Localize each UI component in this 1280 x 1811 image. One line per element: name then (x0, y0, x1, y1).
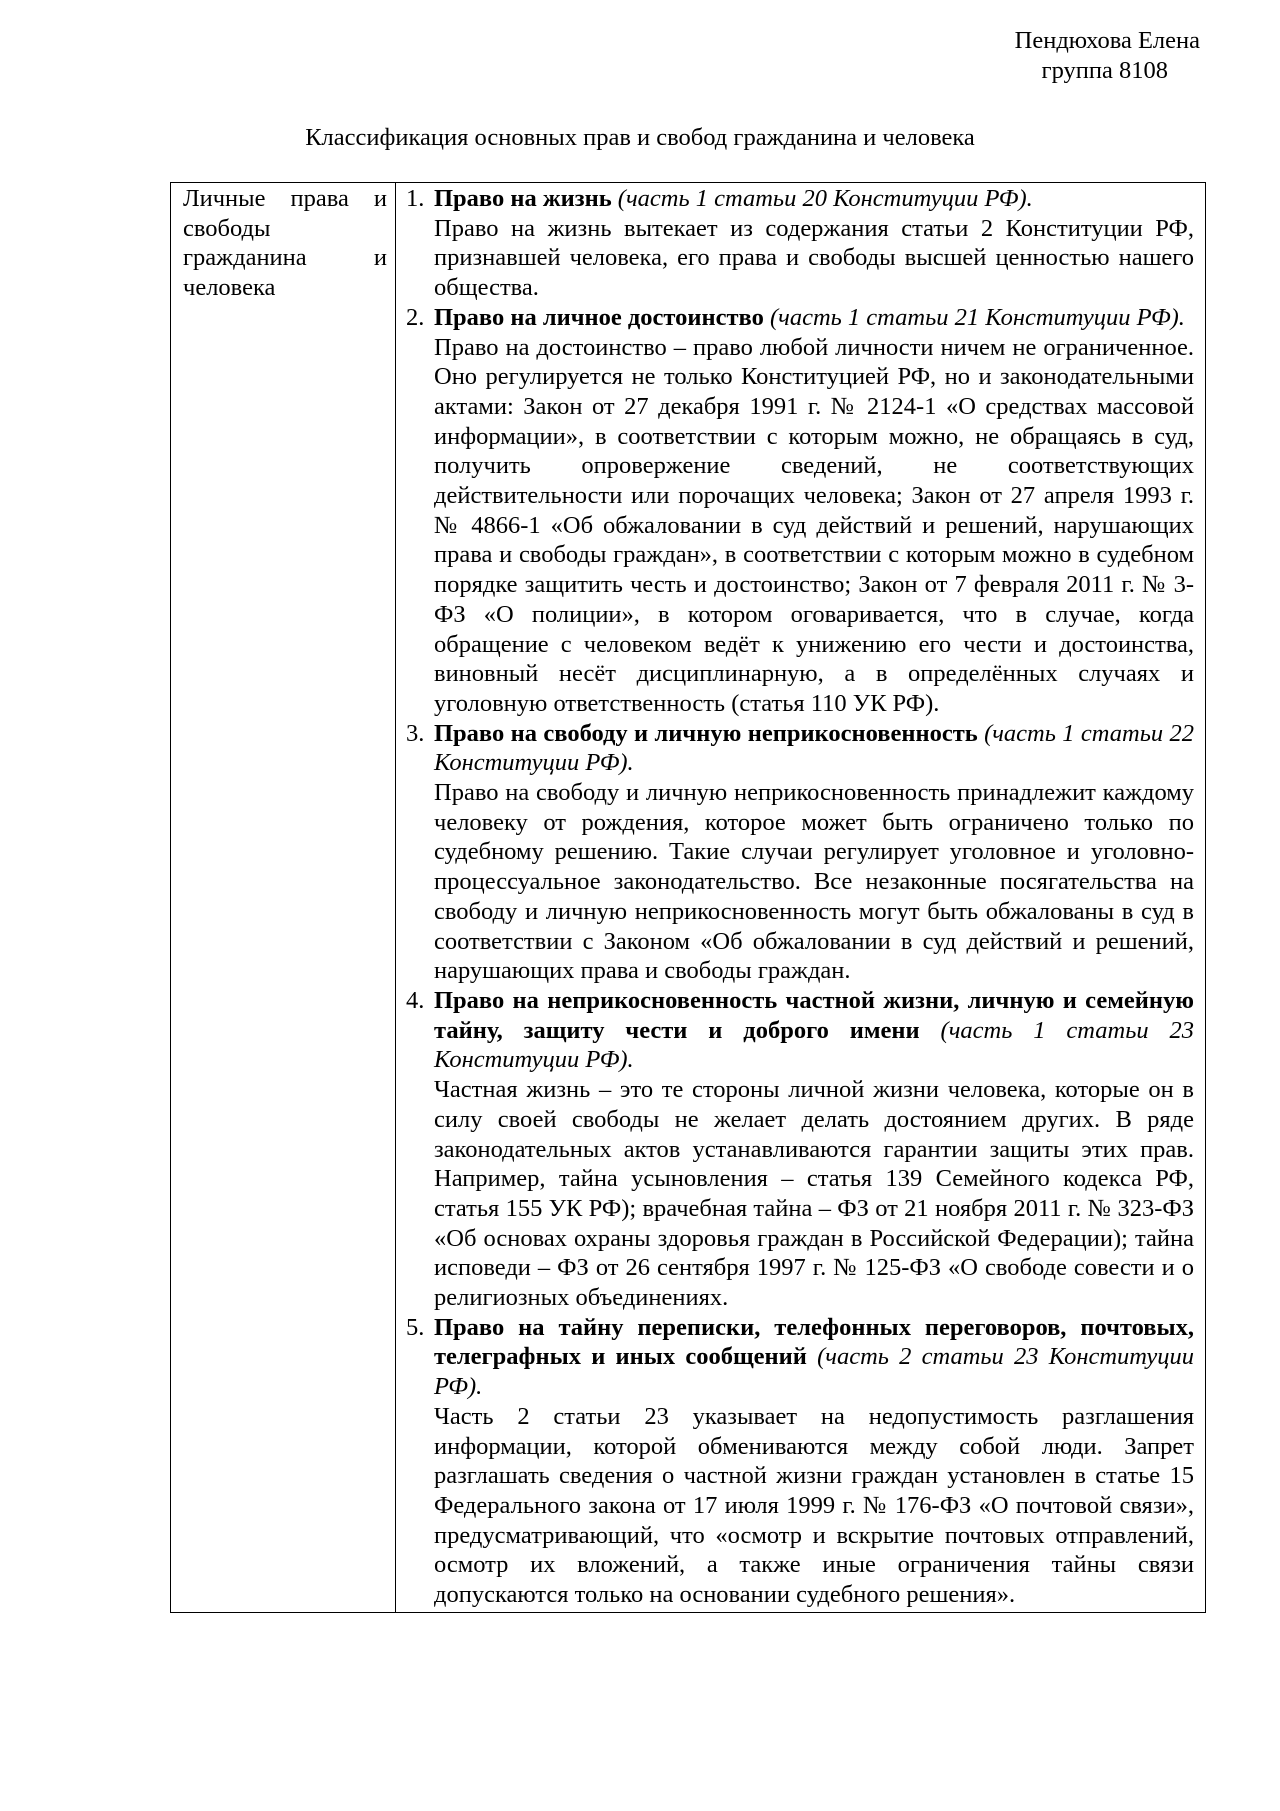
item-text: Частная жизнь – это те стороны личной жизни человека, которые он в силу своей свободы не желает делать достоянием других. В ряде законодательных актов устанавливаются гарантии защиты этих прав. Например, тайна усыновления – статья 139 Семейного кодекса РФ, статья 155 УК РФ); врачебная тайна – ФЗ от 21 ноября 2011 г. № 323-ФЗ «Об основах охраны здоровья граждан в Российской Федерации); тайна исповеди – ФЗ от 26 сентября 1997 г. № 125-ФЗ «О свободе совести и о религиозных объединениях. (434, 1076, 1194, 1312)
author-group: группа 8108 (1041, 57, 1168, 84)
author-name: Пендюхова Елена (1014, 27, 1200, 54)
item-text: Часть 2 статьи 23 указывает на недопустимость разглашения информации, которой обмениваются между собой люди. Запрет разглашать сведения о частной жизни граждан установлен в статье 15 Федерального закона от 17 июля 1999 г. № 176-ФЗ «О почтовой связи», предусматривающий, что «осмотр и вскрытие почтовых отправлений, осмотр их вложений, а также иные ограничения тайны связи допускаются только на основании судебного решения». (434, 1402, 1194, 1609)
item-heading (406, 719, 1194, 778)
item-number: 2. (406, 303, 425, 331)
item-number: 1. (406, 185, 425, 212)
category-cell: Личные права и свободы гражданина и человека (171, 183, 396, 1613)
document-title: Классификация основных прав и свобод гражданина и человека (305, 124, 975, 151)
right-source: (часть 1 статьи 20 Конституции РФ). (617, 185, 1033, 212)
right-name: Право на тайну переписки, телефонных переговоров, почтовых, телеграфных и иных сообщений (434, 1313, 1194, 1371)
right-source: (часть 1 статьи 21 Конституции РФ). (769, 303, 1185, 331)
rights-cell (396, 183, 1206, 1613)
item-text: Право на достоинство – право любой личности ничем не ограниченное. Оно регулируется не только Конституцией РФ, но и законодательными актами: Закон от 27 декабря 1991 г. № 2124-1 «О средствах массовой информации», в соответствии с которым можно, не обращаясь в суд, получить опровержение сведений, не соответствующих действительности или порочащих человека; Закон от 27 апреля 1993 г. № 4866-1 «Об обжаловании в суд действий и решений, нарушающих права и свободы граждан», в соответствии с которым можно в судебном порядке защитить честь и достоинство; Закон от 7 февраля 2011 г. № 3-ФЗ «О полиции», в котором оговаривается, что в случае, когда обращение с человеком ведёт к унижению его чести и достоинства, виновный несёт дисциплинарную, а в определённых случаях и уголовную ответственность (статья 110 УК РФ). (434, 333, 1194, 717)
item-text: Право на жизнь вытекает из содержания статьи 2 Конституции РФ, признавшей человека, его права и свободы высшей ценностью нашего общества. (434, 214, 1194, 302)
right-name: Право на личное достоинство (434, 303, 764, 331)
rights-list (406, 184, 1194, 1610)
right-source: (часть 2 статьи 23 Конституции РФ). (434, 1343, 1195, 1401)
item-number: 5. (406, 1313, 425, 1341)
item-number: 3. (406, 719, 425, 747)
right-name: Право на неприкосновенность частной жизни, личную и семейную тайну, защиту чести и доброго имени (434, 986, 1194, 1044)
item-heading (406, 1313, 1194, 1402)
item-heading (406, 303, 1194, 333)
right-name: Право на жизнь (434, 185, 612, 212)
item-heading (406, 184, 1194, 214)
item-heading (406, 986, 1194, 1075)
item-text: Право на свободу и личную неприкосновенность принадлежит каждому человеку от рождения, которое может быть ограничено только по судебному решению. Такие случаи регулирует уголовное и уголовно-процессуальное законодательство. Все незаконные посягательства на свободу и личную неприкосновенность могут быть обжалованы в суд в соответствии с Законом «Об обжаловании в суд действий и решений, нарушающих права и свободы граждан. (434, 779, 1194, 985)
author-block (900, 26, 1200, 86)
list-item (406, 719, 1194, 986)
list-item (406, 303, 1194, 719)
rights-table (170, 182, 1206, 1613)
right-source: (часть 1 статьи 22 Конституции РФ). (434, 719, 1194, 777)
list-item (406, 184, 1194, 303)
right-source: (часть 1 статьи 23 Конституции РФ). (434, 1016, 1194, 1074)
table-row (171, 183, 1206, 1613)
right-name: Право на свободу и личную неприкосновенность (434, 719, 978, 747)
item-number: 4. (406, 986, 425, 1014)
list-item (406, 1313, 1194, 1610)
list-item (406, 986, 1194, 1313)
